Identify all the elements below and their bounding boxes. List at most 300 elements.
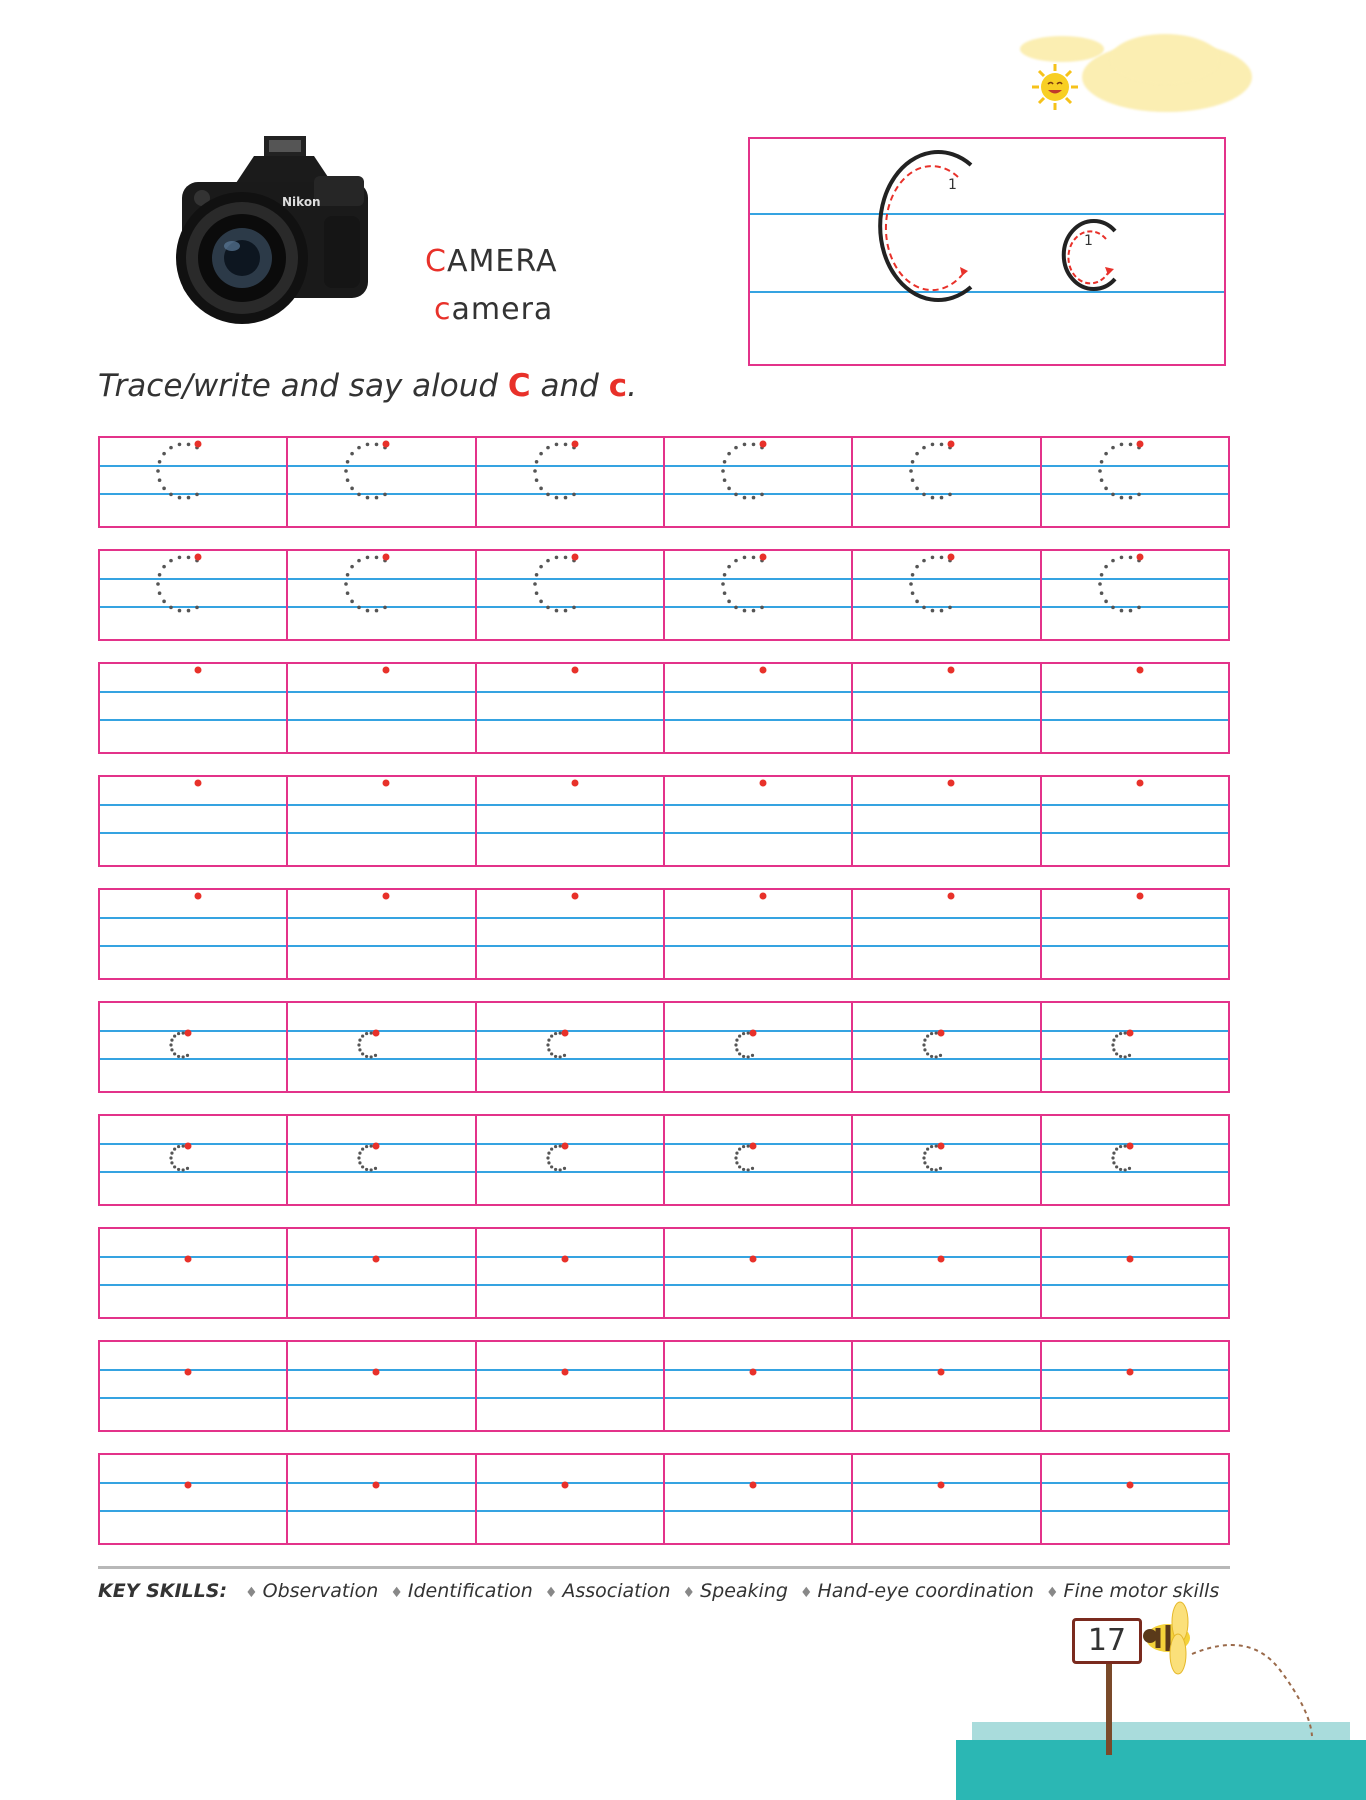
- stroke-number-upper: 1: [948, 177, 957, 193]
- trace-guide: [288, 1003, 474, 1091]
- practice-cell[interactable]: [100, 1116, 288, 1204]
- practice-cell[interactable]: [100, 890, 288, 978]
- trace-dot: [1119, 496, 1123, 500]
- trace-guide: [288, 890, 474, 978]
- trace-guide: [1042, 890, 1228, 978]
- trace-guide: [477, 551, 663, 639]
- key-skill-label: Identification: [407, 1580, 533, 1602]
- trace-dot: [533, 582, 537, 586]
- trace-dot: [1128, 1054, 1131, 1057]
- trace-dot: [1115, 1165, 1118, 1168]
- trace-dot: [1128, 443, 1132, 447]
- trace-dot: [721, 469, 725, 473]
- trace-dot: [374, 1167, 377, 1170]
- start-dot: [561, 1369, 568, 1376]
- trace-dot: [935, 1055, 938, 1058]
- trace-dot: [173, 1052, 176, 1055]
- key-skill-label: Fine motor skills: [1063, 1580, 1220, 1602]
- trace-dot: [358, 1043, 361, 1046]
- trace-dot: [1123, 1144, 1126, 1147]
- trace-guide: [1042, 1455, 1228, 1543]
- start-dot: [749, 1369, 756, 1376]
- trace-dot: [930, 1032, 933, 1035]
- practice-cell[interactable]: [1042, 1229, 1228, 1317]
- trace-dot: [760, 493, 764, 497]
- practice-cell[interactable]: [477, 1455, 665, 1543]
- trace-guide: [288, 551, 474, 639]
- trace-dot: [723, 591, 727, 595]
- trace-dot: [926, 1034, 929, 1037]
- practice-cell[interactable]: [853, 1003, 1041, 1091]
- trace-dot: [1128, 609, 1132, 613]
- practice-cell[interactable]: [100, 664, 288, 752]
- trace-dot: [1111, 1043, 1114, 1046]
- practice-cell[interactable]: [100, 1455, 288, 1543]
- trace-dot: [550, 1034, 553, 1037]
- trace-dot: [361, 1147, 364, 1150]
- trace-dot: [177, 1032, 180, 1035]
- stroke-number-lower: 1: [1084, 233, 1093, 249]
- practice-cell[interactable]: [477, 551, 665, 639]
- trace-dot: [361, 1052, 364, 1055]
- practice-cell[interactable]: [665, 1342, 853, 1430]
- trace-dot: [926, 1147, 929, 1150]
- trace-dot: [1098, 582, 1102, 586]
- trace-dot: [742, 1055, 745, 1058]
- practice-cell[interactable]: [853, 1116, 1041, 1204]
- practice-cell[interactable]: [100, 1229, 288, 1317]
- trace-dot: [173, 1034, 176, 1037]
- start-dot: [1126, 1482, 1133, 1489]
- trace-dot: [940, 609, 944, 613]
- trace-dot: [546, 1043, 549, 1046]
- trace-guide: [665, 1342, 851, 1430]
- practice-cell[interactable]: [665, 551, 853, 639]
- trace-dot: [534, 573, 538, 577]
- cloud-icon: [1020, 36, 1104, 62]
- practice-cell[interactable]: [1042, 1116, 1228, 1204]
- trace-dot: [910, 469, 914, 473]
- practice-cell[interactable]: [100, 777, 288, 865]
- practice-cell[interactable]: [477, 890, 665, 978]
- practice-cell[interactable]: [288, 777, 476, 865]
- start-dot: [185, 1030, 192, 1037]
- trace-dot: [1098, 469, 1102, 473]
- trace-dot: [550, 1052, 553, 1055]
- trace-dot: [747, 1031, 750, 1034]
- practice-cell[interactable]: [1042, 777, 1228, 865]
- trace-dot: [558, 1168, 561, 1171]
- practice-cell[interactable]: [288, 664, 476, 752]
- practice-cell[interactable]: [288, 890, 476, 978]
- trace-dot: [554, 496, 558, 500]
- trace-guide: [100, 438, 286, 526]
- trace-dot: [911, 573, 915, 577]
- start-dot: [938, 1143, 945, 1150]
- key-skill-label: Speaking: [700, 1580, 788, 1602]
- bee-flight-path: [1190, 1640, 1320, 1740]
- practice-cell[interactable]: [853, 1342, 1041, 1430]
- start-dot: [383, 554, 390, 561]
- practice-row: [98, 1114, 1230, 1206]
- trace-guide: [100, 551, 286, 639]
- key-skills-label: KEY SKILLS:: [98, 1580, 228, 1602]
- trace-dot: [738, 1147, 741, 1150]
- bullet-icon: ♦: [799, 1585, 813, 1601]
- trace-dot: [563, 1054, 566, 1057]
- trace-dot: [940, 556, 944, 560]
- practice-cell[interactable]: [853, 664, 1041, 752]
- trace-guide: [1042, 664, 1228, 752]
- practice-cell[interactable]: [665, 1003, 853, 1091]
- trace-guide: [665, 664, 851, 752]
- trace-dot: [361, 1034, 364, 1037]
- trace-dot: [1111, 1156, 1114, 1159]
- trace-dot: [546, 559, 550, 563]
- start-dot: [383, 441, 390, 448]
- practice-cell[interactable]: [477, 1003, 665, 1091]
- trace-guide: [288, 438, 474, 526]
- practice-cell[interactable]: [100, 551, 288, 639]
- trace-dot: [375, 443, 379, 447]
- trace-dot: [375, 609, 379, 613]
- trace-dot: [727, 452, 731, 456]
- trace-guide: [100, 1455, 286, 1543]
- trace-dot: [169, 493, 173, 497]
- trace-guide: [665, 1116, 851, 1204]
- trace-dot: [1104, 452, 1108, 456]
- practice-cell[interactable]: [665, 1116, 853, 1204]
- trace-guide: [665, 438, 851, 526]
- trace-dot: [351, 600, 355, 604]
- trace-dot: [1099, 460, 1103, 464]
- trace-guide: [853, 1116, 1039, 1204]
- trace-dot: [1119, 1032, 1122, 1035]
- trace-guide: [1042, 551, 1228, 639]
- trace-dot: [534, 478, 538, 482]
- practice-cell[interactable]: [288, 551, 476, 639]
- trace-dot: [365, 1168, 368, 1171]
- trace-dot: [375, 556, 379, 560]
- trace-guide: [477, 664, 663, 752]
- start-dot: [571, 667, 578, 674]
- trace-guide: [100, 1342, 286, 1430]
- trace-dot: [187, 443, 191, 447]
- trace-guide: [665, 1455, 851, 1543]
- trace-guide: [100, 1116, 286, 1204]
- practice-cell[interactable]: [1042, 890, 1228, 978]
- trace-dot: [169, 1043, 172, 1046]
- trace-dot: [727, 565, 731, 569]
- trace-dot: [361, 1165, 364, 1168]
- start-dot: [1126, 1256, 1133, 1263]
- key-skill-label: Observation: [262, 1580, 379, 1602]
- trace-dot: [721, 582, 725, 586]
- trace-dot: [734, 1043, 737, 1046]
- practice-cell[interactable]: [853, 551, 1041, 639]
- trace-guide: [477, 1229, 663, 1317]
- trace-dot: [173, 1165, 176, 1168]
- practice-cell[interactable]: [1042, 664, 1228, 752]
- trace-dot: [563, 556, 567, 560]
- practice-cell[interactable]: [665, 664, 853, 752]
- trace-dot: [345, 582, 349, 586]
- trace-dot: [1099, 573, 1103, 577]
- trace-guide: [288, 777, 474, 865]
- trace-dot: [539, 600, 543, 604]
- practice-cell[interactable]: [288, 1342, 476, 1430]
- trace-guide: [100, 890, 286, 978]
- practice-cell[interactable]: [288, 1455, 476, 1543]
- trace-guide: [665, 777, 851, 865]
- start-dot: [561, 1256, 568, 1263]
- trace-dot: [195, 493, 199, 497]
- trace-dot: [923, 1043, 926, 1046]
- practice-cell[interactable]: [288, 438, 476, 526]
- trace-guide: [665, 551, 851, 639]
- start-dot: [561, 1143, 568, 1150]
- trace-dot: [930, 1168, 933, 1171]
- trace-dot: [760, 606, 764, 610]
- trace-guide: [1042, 438, 1228, 526]
- start-dot: [383, 893, 390, 900]
- trace-dot: [178, 609, 182, 613]
- trace-dot: [351, 565, 355, 569]
- cloud-icon: [1110, 34, 1220, 84]
- trace-guide: [100, 777, 286, 865]
- start-dot: [948, 667, 955, 674]
- trace-dot: [1123, 1168, 1126, 1171]
- trace-dot: [742, 1032, 745, 1035]
- start-dot: [938, 1030, 945, 1037]
- trace-dot: [158, 478, 162, 482]
- practice-cell[interactable]: [853, 1229, 1041, 1317]
- trace-dot: [370, 1031, 373, 1034]
- practice-cell[interactable]: [288, 1116, 476, 1204]
- trace-dot: [734, 1156, 737, 1159]
- start-dot: [185, 1143, 192, 1150]
- trace-guide: [853, 890, 1039, 978]
- trace-dot: [939, 1167, 942, 1170]
- key-skill-label: Hand-eye coordination: [817, 1580, 1034, 1602]
- trace-dot: [162, 600, 166, 604]
- trace-guide: [100, 664, 286, 752]
- trace-guide: [477, 890, 663, 978]
- camera-illustration: [174, 136, 380, 326]
- bullet-icon: ♦: [1045, 1585, 1059, 1601]
- trace-dot: [547, 1039, 550, 1042]
- practice-cell[interactable]: [665, 890, 853, 978]
- practice-cell[interactable]: [853, 438, 1041, 526]
- trace-guide: [853, 664, 1039, 752]
- word-uppercase: CAMERA: [425, 244, 558, 279]
- trace-guide: [665, 1229, 851, 1317]
- trace-dot: [162, 565, 166, 569]
- start-dot: [948, 780, 955, 787]
- trace-guide: [1042, 777, 1228, 865]
- trace-dot: [916, 600, 920, 604]
- trace-dot: [572, 606, 576, 610]
- trace-dot: [949, 606, 953, 610]
- trace-dot: [558, 1031, 561, 1034]
- start-dot: [195, 780, 202, 787]
- bullet-icon: ♦: [682, 1585, 696, 1601]
- practice-row: [98, 1340, 1230, 1432]
- trace-dot: [738, 1165, 741, 1168]
- practice-cell[interactable]: [665, 438, 853, 526]
- trace-dot: [910, 582, 914, 586]
- trace-dot: [1112, 1161, 1115, 1164]
- practice-cell[interactable]: [477, 1116, 665, 1204]
- start-dot: [759, 893, 766, 900]
- trace-guide: [477, 1342, 663, 1430]
- practice-row: [98, 1453, 1230, 1545]
- practice-cell[interactable]: [1042, 551, 1228, 639]
- trace-dot: [359, 1152, 362, 1155]
- start-dot: [195, 554, 202, 561]
- trace-dot: [156, 582, 160, 586]
- divider: [98, 1566, 1230, 1569]
- trace-dot: [723, 460, 727, 464]
- trace-dot: [747, 1168, 750, 1171]
- trace-dot: [1119, 1145, 1122, 1148]
- trace-dot: [738, 1052, 741, 1055]
- trace-dot: [554, 609, 558, 613]
- trace-dot: [747, 1144, 750, 1147]
- bullet-icon: ♦: [245, 1585, 258, 1601]
- trace-dot: [727, 600, 731, 604]
- trace-dot: [375, 496, 379, 500]
- practice-cell[interactable]: [100, 438, 288, 526]
- trace-dot: [186, 1167, 189, 1170]
- trace-dot: [1119, 556, 1123, 560]
- trace-dot: [734, 606, 738, 610]
- key-skill-item: [683, 1580, 788, 1602]
- trace-dot: [563, 443, 567, 447]
- trace-dot: [1123, 1055, 1126, 1058]
- trace-dot: [924, 1152, 927, 1155]
- trace-dot: [358, 493, 362, 497]
- start-dot: [1136, 893, 1143, 900]
- key-skills: [98, 1580, 1219, 1602]
- start-dot: [938, 1256, 945, 1263]
- trace-guide: [477, 1455, 663, 1543]
- trace-guide: [853, 1342, 1039, 1430]
- sun-icon: [1030, 62, 1080, 112]
- trace-dot: [1137, 606, 1141, 610]
- signpost-icon: [1106, 1650, 1112, 1755]
- start-dot: [195, 893, 202, 900]
- trace-dot: [563, 1167, 566, 1170]
- trace-dot: [558, 1144, 561, 1147]
- practice-cell[interactable]: [477, 1342, 665, 1430]
- trace-dot: [923, 493, 927, 497]
- trace-dot: [182, 1144, 185, 1147]
- practice-cell[interactable]: [288, 1003, 476, 1091]
- trace-dot: [358, 606, 362, 610]
- start-dot: [1126, 1143, 1133, 1150]
- trace-dot: [738, 1034, 741, 1037]
- practice-cell[interactable]: [288, 1229, 476, 1317]
- practice-cell[interactable]: [665, 777, 853, 865]
- start-dot: [383, 667, 390, 674]
- start-dot: [759, 780, 766, 787]
- practice-cell[interactable]: [1042, 438, 1228, 526]
- practice-cell[interactable]: [100, 1003, 288, 1091]
- trace-guide: [288, 1455, 474, 1543]
- trace-dot: [359, 1039, 362, 1042]
- trace-dot: [911, 478, 915, 482]
- trace-dot: [939, 1054, 942, 1057]
- trace-dot: [170, 1048, 173, 1051]
- trace-dot: [554, 1032, 557, 1035]
- trace-dot: [346, 478, 350, 482]
- practice-cell[interactable]: [665, 1229, 853, 1317]
- start-dot: [373, 1482, 380, 1489]
- start-dot: [1136, 780, 1143, 787]
- trace-dot: [158, 591, 162, 595]
- practice-cell[interactable]: [100, 1342, 288, 1430]
- trace-dot: [546, 1156, 549, 1159]
- trace-dot: [735, 1048, 738, 1051]
- start-dot: [383, 780, 390, 787]
- trace-dot: [195, 606, 199, 610]
- practice-cell[interactable]: [853, 777, 1041, 865]
- trace-guide: [288, 1229, 474, 1317]
- practice-cell[interactable]: [1042, 1455, 1228, 1543]
- trace-dot: [1104, 487, 1108, 491]
- trace-dot: [365, 1055, 368, 1058]
- practice-row: [98, 1001, 1230, 1093]
- trace-guide: [665, 1003, 851, 1091]
- practice-cell[interactable]: [477, 777, 665, 865]
- trace-dot: [940, 496, 944, 500]
- trace-dot: [911, 460, 915, 464]
- trace-dot: [554, 1168, 557, 1171]
- practice-row: [98, 775, 1230, 867]
- start-dot: [373, 1256, 380, 1263]
- start-dot: [759, 554, 766, 561]
- start-dot: [185, 1256, 192, 1263]
- practice-cell[interactable]: [853, 890, 1041, 978]
- trace-dot: [533, 469, 537, 473]
- trace-dot: [169, 606, 173, 610]
- trace-dot: [1128, 1167, 1131, 1170]
- practice-cell[interactable]: [477, 438, 665, 526]
- trace-dot: [1119, 443, 1123, 447]
- practice-cell[interactable]: [665, 1455, 853, 1543]
- practice-cell[interactable]: [477, 1229, 665, 1317]
- practice-cell[interactable]: [853, 1455, 1041, 1543]
- trace-dot: [187, 496, 191, 500]
- practice-cell[interactable]: [1042, 1003, 1228, 1091]
- word-lowercase: camera: [434, 292, 554, 327]
- start-dot: [195, 441, 202, 448]
- trace-dot: [186, 1054, 189, 1057]
- practice-cell[interactable]: [477, 664, 665, 752]
- trace-dot: [931, 496, 935, 500]
- trace-dot: [550, 1165, 553, 1168]
- trace-dot: [351, 487, 355, 491]
- trace-dot: [931, 556, 935, 560]
- start-dot: [938, 1482, 945, 1489]
- practice-cell[interactable]: [1042, 1342, 1228, 1430]
- start-dot: [185, 1369, 192, 1376]
- trace-dot: [358, 559, 362, 563]
- trace-dot: [351, 452, 355, 456]
- trace-dot: [751, 1054, 754, 1057]
- trace-dot: [365, 1145, 368, 1148]
